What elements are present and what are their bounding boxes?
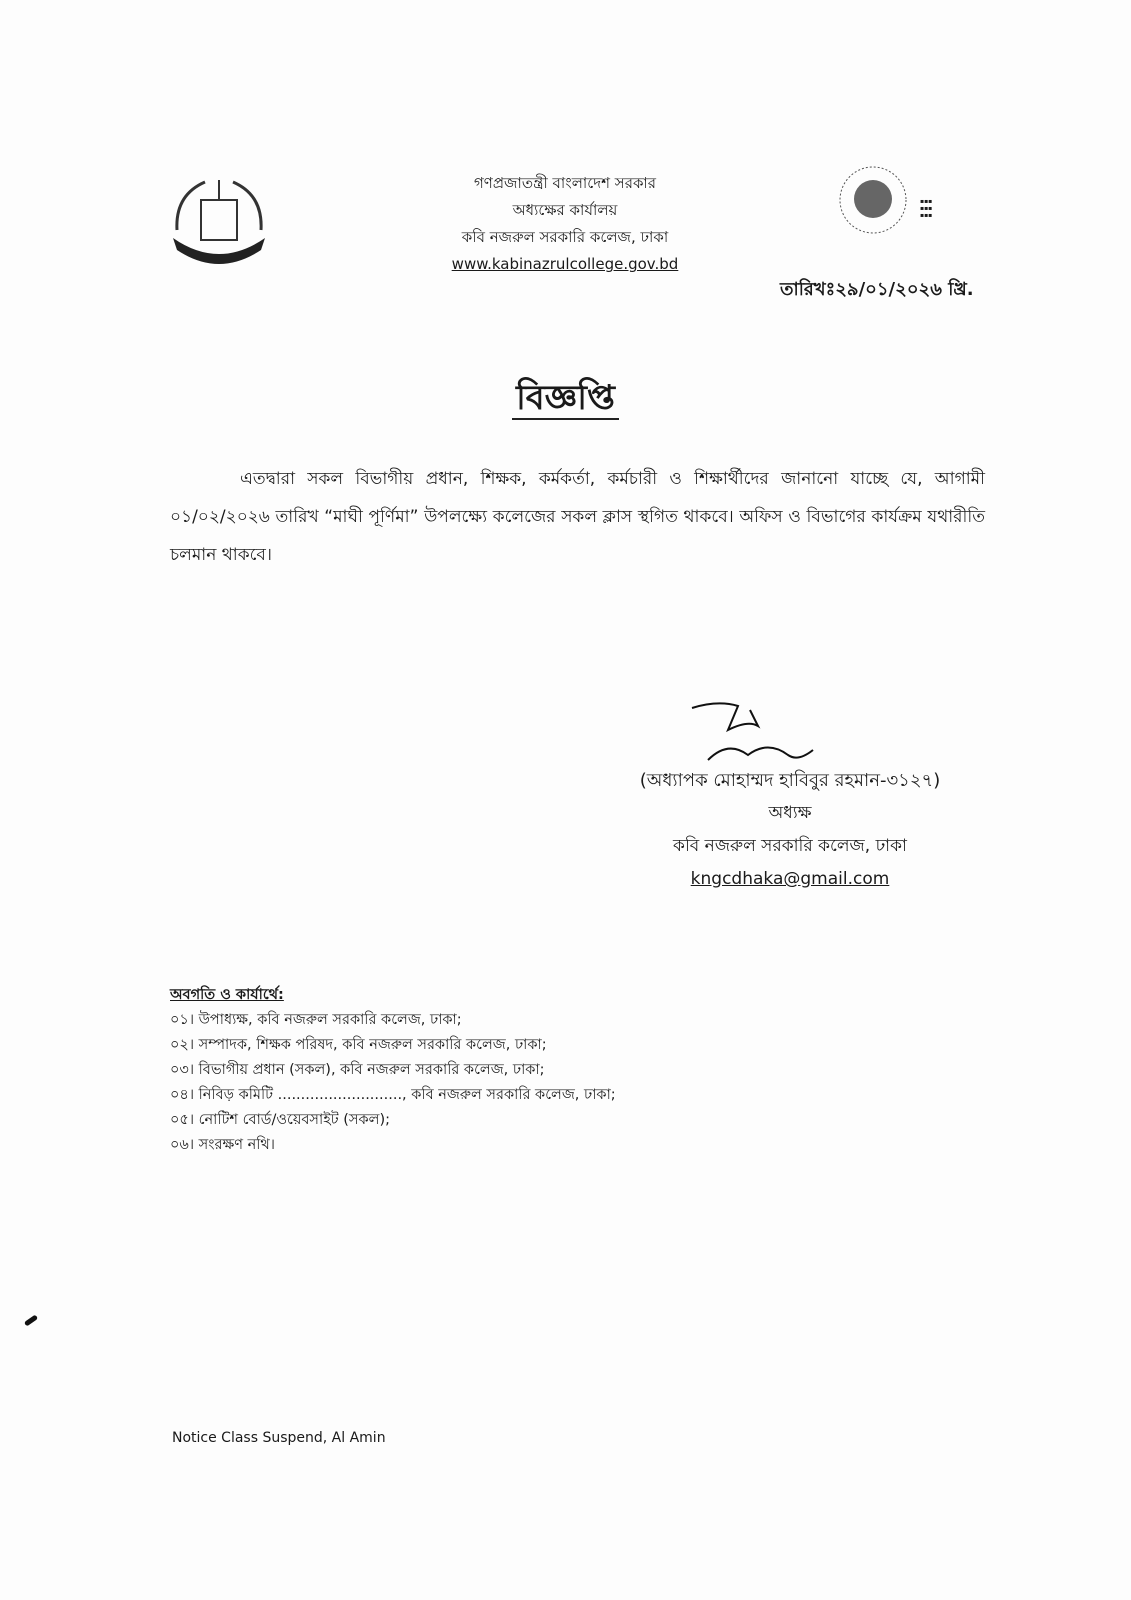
signatory-name: (অধ্যাপক মোহাম্মদ হাবিবুর রহমান-৩১২৭) xyxy=(639,770,941,791)
notice-title-text: বিজ্ঞপ্তি xyxy=(512,378,619,420)
footer-note: Notice Class Suspend, Al Amin xyxy=(172,1430,386,1446)
handwritten-signature xyxy=(688,700,818,770)
notice-title xyxy=(0,372,1131,429)
college-logo xyxy=(165,170,273,274)
notice-date: তারিখঃ২৯/০১/২০২৬ খ্রি. xyxy=(780,279,974,300)
college-name: কবি নজরুল সরকারি কলেজ, ঢাকা xyxy=(461,228,669,246)
distribution-heading: অবগতি ও কার্যার্থে: xyxy=(170,987,284,1003)
government-name: গণপ্রজাতন্ত্রী বাংলাদেশ সরকার xyxy=(473,174,657,192)
list-item: ০৪। নিবিড় কমিটি ..........................., কবি নজরুল সরকারি কলেজ, ঢাকা; xyxy=(170,1087,616,1103)
scan-mark xyxy=(24,1314,38,1326)
website-link[interactable]: www.kabinazrulcollege.gov.bd xyxy=(451,255,679,273)
list-item: ০১। উপাধ্যক্ষ, কবি নজরুল সরকারি কলেজ, ঢাকা; xyxy=(170,1012,462,1028)
signatory-email[interactable]: kngcdhaka@gmail.com xyxy=(690,869,890,889)
signatory-designation: অধ্যক্ষ xyxy=(768,803,812,823)
list-item: ০৬। সংরক্ষণ নথি। xyxy=(170,1137,275,1153)
notice-body: এতদ্বারা সকল বিভাগীয় প্রধান, শিক্ষক, কর্মকর্তা, কর্মচারী ও শিক্ষার্থীদের জানানো যাচ্ছে যে, আগামী ০১/০২/২০২৬ তারিখ “মাঘী পূর্ণিমা” উপলক্ষ্যে কলেজের সকল ক্লাস স্থগিত থাকবে। অফিস ও বিভাগের কার্যক্রম যথারীতি চলমান থাকবে। xyxy=(170,469,985,565)
government-seal xyxy=(838,163,908,237)
distribution-list xyxy=(170,983,616,1158)
list-item: ০৫। নোটিশ বোর্ড/ওয়েবসাইট (সকল); xyxy=(170,1112,390,1128)
office-name: অধ্যক্ষের কার্যালয় xyxy=(512,201,618,219)
signatory-institution: কবি নজরুল সরকারি কলেজ, ঢাকা xyxy=(673,836,907,856)
letterhead xyxy=(380,170,750,278)
slogan-mark: ▪▪▪ ▪▪▪ ▪▪▪ xyxy=(920,198,933,219)
list-item: ০৩। বিভাগীয় প্রধান (সকল), কবি নজরুল সরকারি কলেজ, ঢাকা; xyxy=(170,1062,545,1078)
list-item: ০২। সম্পাদক, শিক্ষক পরিষদ, কবি নজরুল সরকারি কলেজ, ঢাকা; xyxy=(170,1037,547,1053)
signatory-block xyxy=(600,764,980,896)
